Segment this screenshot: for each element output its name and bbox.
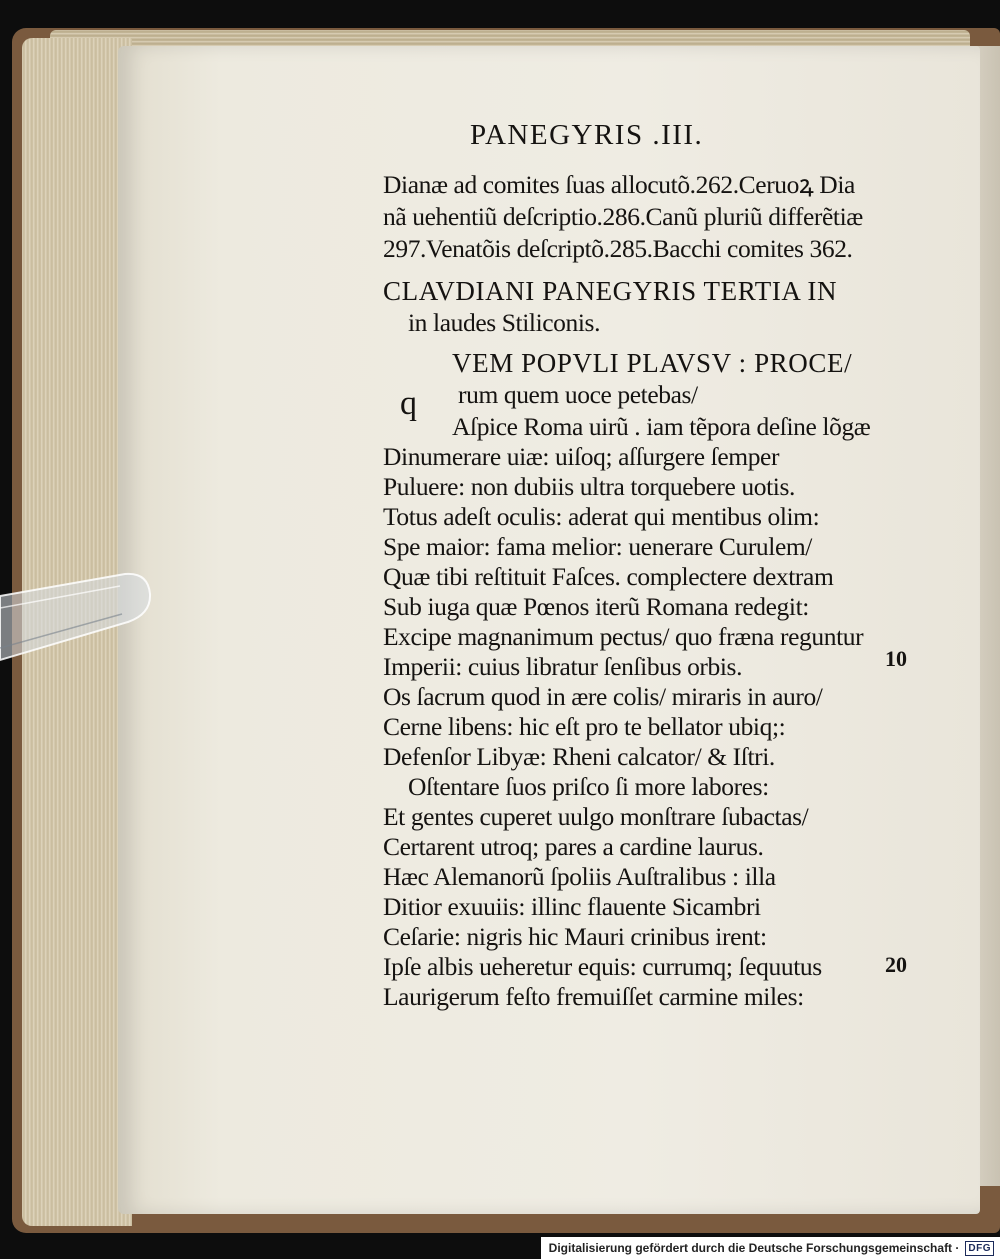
section-heading-subtitle: in laudes Stiliconis.	[408, 308, 601, 337]
section-heading: CLAVDIANI PANEGYRIS TERTIA IN	[383, 276, 838, 306]
verse-line: Hæc Alemanorũ ſpoliis Auſtralibus : illa	[383, 862, 776, 891]
footer-credit	[541, 1237, 1000, 1259]
verse-line: Laurigerum feſto fremuiſſet carmine miles:	[383, 982, 804, 1011]
verse-line: Excipe magnanimum pectus/ quo fræna reguntur	[383, 622, 864, 651]
verse-line: Certarent utroq; pares a cardine laurus.	[383, 832, 764, 861]
verse-line: Sub iuga quæ Pœnos iterũ Romana redegit:	[383, 592, 809, 621]
verse-line: Spe maior: fama melior: uenerare Curulem/	[383, 532, 812, 561]
verse-line: Ditior exuuiis: illinc flauente Sicambri	[383, 892, 761, 921]
contents-line-1: Dianæ ad comites ſuas allocutõ.262.Ceruoꝝ Dia	[383, 170, 855, 199]
verse-line: Quæ tibi reſtituit Faſces. complectere dextram	[383, 562, 834, 591]
verse-line: Aſpice Roma uirũ . iam tẽpora deſine lõgæ	[452, 412, 871, 441]
contents-line-3: 297.Venatõis deſcriptõ.285.Bacchi comites 362.	[383, 234, 853, 263]
verse-line: rum quem uoce petebas/	[458, 380, 698, 409]
line-number-20: 20	[885, 952, 907, 977]
line-number-10: 10	[885, 646, 907, 671]
initial-letter: q	[400, 385, 417, 422]
footer-text: Digitalisierung gefördert durch die Deutsche Forschungsgemeinschaft ·	[548, 1241, 960, 1255]
verse-line: Dinumerare uiæ: uiſoq; aſſurgere ſemper	[383, 442, 780, 471]
dfg-logo: DFG	[965, 1241, 994, 1256]
verse-line: Totus adeſt oculis: aderat qui mentibus olim:	[383, 502, 820, 531]
verse-line: Puluere: non dubiis ultra torquebere uotis.	[383, 472, 795, 501]
verse-line: Ipſe albis ueheretur equis: currumq; ſequutus	[383, 952, 822, 981]
verse-line: Cerne libens: hic eſt pro te bellator ubiq;:	[383, 712, 786, 741]
contents-line-2: nã uehentiũ deſcriptio.286.Canũ pluriũ differẽtiæ	[383, 202, 863, 231]
running-title: PANEGYRIS .III.	[470, 119, 704, 151]
verse-line: Ceſarie: nigris hic Mauri crinibus irent:	[383, 922, 767, 951]
page-holder-clip	[0, 568, 160, 668]
verse-line: Os ſacrum quod in ære colis/ miraris in auro/	[383, 682, 823, 711]
verse-line: Et gentes cuperet uulgo monſtrare ſubactas/	[383, 802, 809, 831]
verse-line: VEM POPVLI PLAVSV : PROCE/	[452, 348, 853, 378]
verse-line: Defenſor Libyæ: Rheni calcator/ & Iſtri.	[383, 742, 775, 771]
verse-line: Imperii: cuius libratur ſenſibus orbis.	[383, 652, 743, 681]
verse-line: Oſtentare ſuos priſco ſi more labores:	[408, 772, 769, 801]
